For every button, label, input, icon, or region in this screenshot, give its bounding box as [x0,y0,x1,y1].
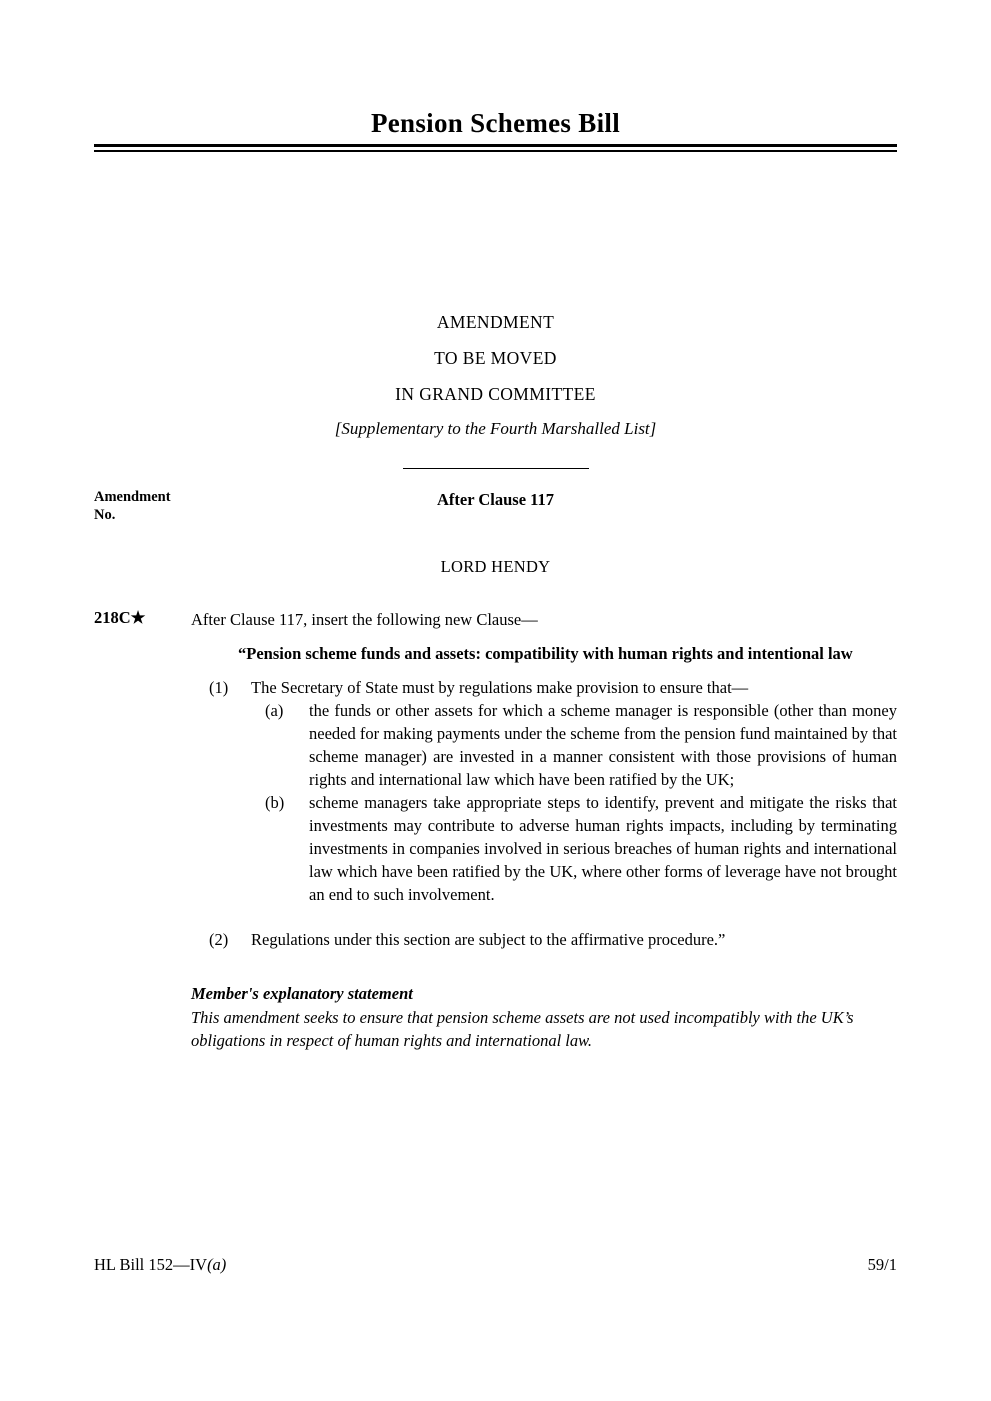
heading-line-to-be-moved: TO BE MOVED [434,348,557,368]
new-clause-title: “Pension scheme funds and assets: compatibility with human rights and intentional law [238,644,853,663]
after-clause-heading: After Clause 117 [436,490,554,509]
paragraph-b-text: scheme managers take appropriate steps to identify, prevent and mitigate the risks that investments may contribute to adverse human rights impacts, including by terminating investments in companies involved in serious breaches of human rights and international law which have been ratified by the UK, where other forms of leverage have not brought an end to such involvement. [309,793,897,904]
subsection-2 [191,928,897,951]
amendment-number [94,608,145,628]
amendment-heading-block [94,304,897,412]
subsection-2-number: (2) [209,930,229,949]
heading-line-amendment: AMENDMENT [436,312,555,332]
amendment-header-row [94,488,897,528]
new-amendment-star-icon: ★ [130,608,146,627]
title-double-rule [94,144,897,152]
footer-page-reference: 59/1 [867,1255,897,1274]
amendment-no-label-line1: Amendment [94,489,171,505]
amendment-body [191,608,897,951]
paragraph-a [191,699,897,791]
subsection-1-text: The Secretary of State must by regulations make provision to ensure that— [251,678,749,697]
mover-name: LORD HENDY [440,557,551,576]
explanatory-statement-heading: Member's explanatory statement [191,984,413,1003]
marshalled-list-note: [Supplementary to the Fourth Marshalled List] [334,419,657,438]
page-footer [94,1255,897,1275]
footer-bill-reference-main: HL Bill 152—IV [94,1255,208,1274]
amendment-no-label-line2: No. [94,507,116,523]
explanatory-statement-text: This amendment seeks to ensure that pension scheme assets are not used incompatibly with the UK’s obligations in respect of human rights and international law. [191,1008,854,1050]
amendment-instruction: After Clause 117, insert the following new Clause— [191,610,538,629]
footer-bill-reference [94,1255,226,1275]
paragraph-b [191,791,897,906]
heading-line-committee: IN GRAND COMMITTEE [395,384,596,404]
page-title: Pension Schemes Bill [370,108,620,138]
subsection-1-number: (1) [209,678,229,697]
explanatory-statement [191,982,897,1052]
paragraph-a-text: the funds or other assets for which a scheme manager is responsible (other than money needed for making payments under the scheme from the pension fund maintained by that scheme manager) are invested in a manner consistent with those provisions of human rights and international law which have been ratified by the UK; [309,701,897,789]
separator-rule [403,468,589,469]
footer-bill-reference-suffix: (a) [207,1255,227,1274]
amendment-number-text: 218C [94,608,131,627]
subsection-2-text: Regulations under this section are subject to the affirmative procedure.” [251,930,726,949]
amendment-218c [94,608,897,951]
paragraph-a-letter: (a) [265,701,284,720]
paragraph-b-letter: (b) [265,793,285,812]
subsection-1 [191,676,897,699]
